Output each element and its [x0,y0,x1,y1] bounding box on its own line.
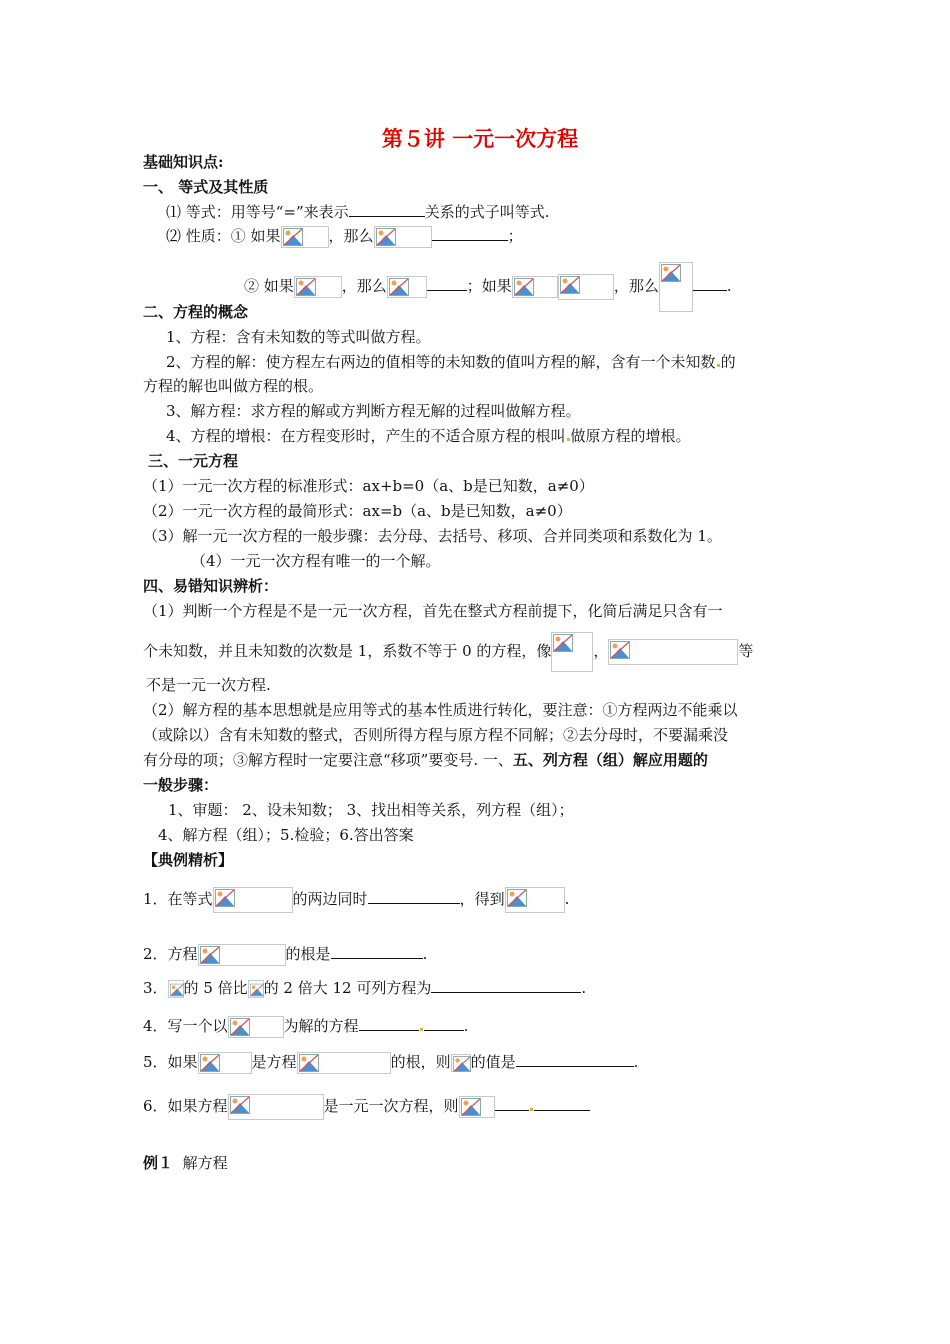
example1-line [143,1153,228,1173]
question-3: 3． 的 5 倍比 的 2 倍大 12 可列方程为 . [143,979,587,997]
example1-label: 例１ [143,1154,174,1172]
section3-heading: 三、一元方程 [148,452,239,470]
formula-image-icon [294,276,342,298]
answer-blank [359,1016,419,1031]
answer-blank [693,276,727,291]
formula-image-icon [558,274,614,300]
question-2: 2．方程 的根是 . [143,944,427,966]
answer-blank [534,1096,590,1111]
formula-image-icon [198,1052,252,1074]
answer-blank [331,944,423,959]
formula-image-icon [387,276,427,298]
formula-image-icon [297,1052,391,1074]
answer-blank [495,1096,529,1111]
formula-image-icon [281,226,329,248]
page-title: 第５讲 一元一次方程 [381,127,579,151]
question-1: 1．在等式 的两边同时 ，得到 . [143,887,569,913]
examples-heading: 【典例精析】 [143,851,234,869]
answer-blank [432,226,508,241]
formula-image-icon [505,887,565,913]
formula-image-icon [228,1094,324,1120]
formula-image-icon [198,944,286,966]
answer-blank [427,276,467,291]
s2-line2: 2、方程的解：使方程左右两边的值相等的未知数的值叫方程的解，含有一个未知数 的 [166,353,736,371]
question-5: 5．如果 是方程 的根，则 的值是 . [143,1052,638,1074]
formula-image-icon [168,980,184,998]
s2-line1: 1、方程：含有未知数的等式叫做方程。 [166,328,431,346]
formula-image-icon [512,276,558,298]
s2-line4: 3、解方程：求方程的解或方判断方程无解的过程叫做解方程。 [166,402,581,420]
formula-image-icon [659,262,693,312]
answer-blank [368,889,460,904]
s3-line3: （3）解一元一次方程的一般步骤：去分母、去括号、移项、合并同类项和系数化为 1。 [143,527,722,545]
s4-line8: 1、审题： 2、设未知数； 3、找出相等关系，列方程（组）； [168,801,574,819]
answer-blank [349,202,425,217]
question-6: 6．如果方程 是一元一次方程，则 [143,1094,590,1120]
formula-image-icon [374,226,432,248]
formula-image-icon [213,887,293,913]
s1-line3: ② 如果 ，那么 ；如果 ，那么 . [244,262,732,312]
s1-line2: ⑵ 性质：① 如果 ，那么 ； [166,226,523,248]
basics-heading: 基础知识点: [143,153,224,171]
section2-heading: 二、方程的概念 [143,303,249,321]
s2-line3: 方程的解也叫做方程的根。 [143,377,324,395]
answer-blank [516,1052,634,1067]
s4-line5: （或除以）含有未知数的整式，否则所得方程与原方程不同解；②去分母时，不要漏乘没 [143,726,729,744]
formula-image-icon [451,1054,471,1072]
example1-text: 解方程 [182,1154,228,1172]
s3-line2: （2）一元一次方程的最简形式：ax=b（a、b是已知数，a≠0） [143,502,572,520]
question-4: 4．写一个以 为解的方程 . [143,1016,468,1038]
formula-image-icon [248,980,264,998]
formula-image-icon [228,1016,284,1038]
section4-heading: 四、易错知识辨析： [143,577,279,595]
s4-line4: （2）解方程的基本思想就是应用等式的基本性质进行转化，要注意：①方程两边不能乘以 [143,701,738,719]
s1-line1: ⑴ 等式：用等号“=”来表示 关系的式子叫等式. [166,203,550,221]
s4-line9: 4、解方程（组）；5.检验；6.答出答案 [158,826,414,844]
s4-line2: 个未知数，并且未知数的次数是 1，系数不等于 0 的方程，像 ， 等 [143,632,753,672]
s4-line7: 一般步骤： [143,776,219,794]
s4-line1: （1）判断一个方程是不是一元一次方程，首先在整式方程前提下，化简后满足只含有一 [143,602,723,620]
formula-image-icon [608,639,738,665]
section1-heading: 一、 等式及其性质 [143,178,269,196]
s4-line6: 有分母的项；③解方程时一定要注意“移项”要变号. 一、五、列方程（组）解应用题的 [143,751,708,769]
s3-line1: （1）一元一次方程的标准形式：ax+b=0（a、b是已知数，a≠0） [143,477,594,495]
s3-line4: （4）一元一次方程有唯一的一个解。 [191,552,441,570]
s4-line3: 不是一元一次方程. [146,676,271,694]
s2-line5: 4、方程的增根：在方程变形时，产生的不适合原方程的根叫 做原方程的增根。 [166,427,691,445]
answer-blank [424,1016,464,1031]
formula-image-icon [459,1096,495,1118]
answer-blank [431,978,581,993]
formula-image-icon [551,632,593,672]
